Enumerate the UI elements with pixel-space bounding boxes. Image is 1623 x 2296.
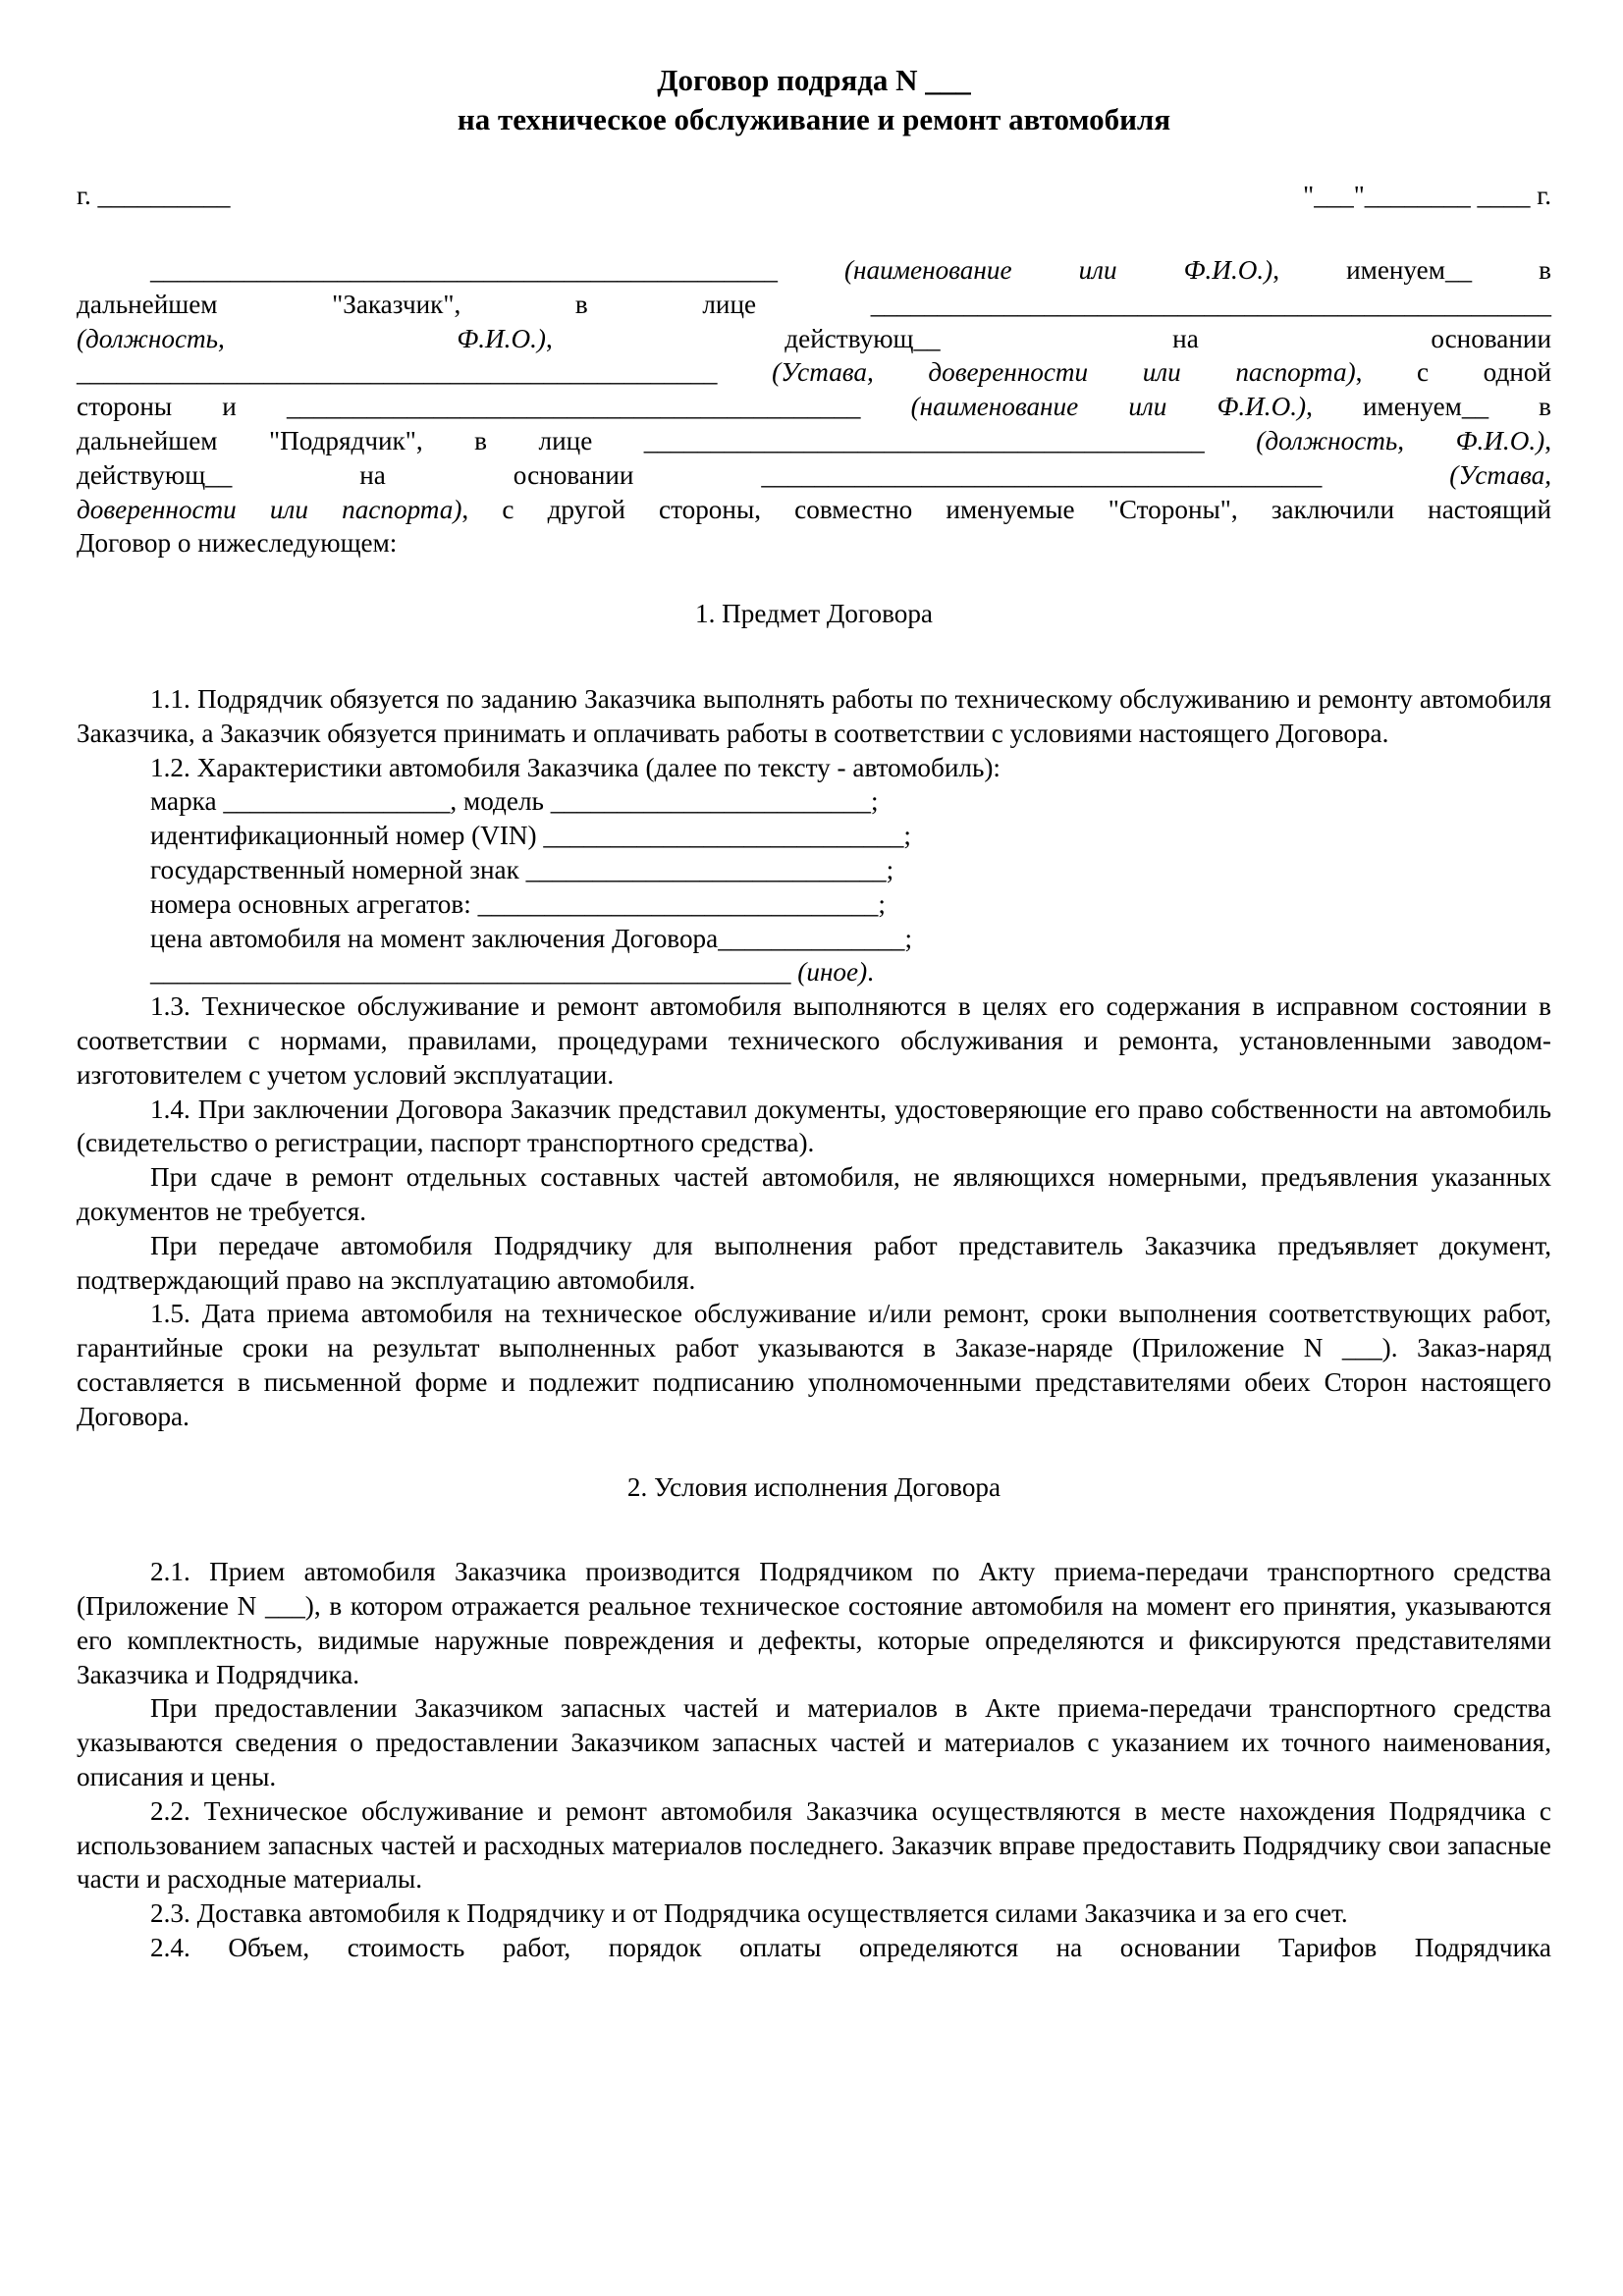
- preamble-line: [77, 355, 1551, 390]
- preamble-line: [77, 493, 1551, 527]
- clause-1-5: 1.5. Дата приема автомобиля на техническое обслуживание и/или ремонт, сроки выполнения соответствующих работ, гарантийные сроки на результат выполненных работ указываются в Заказе-наряде (Приложение N ___). Заказ-наряд составляется в письменной форме и подлежит подписанию уполномоченными представителями обеих Сторон настоящего Договора.: [77, 1299, 1551, 1431]
- spacer: [77, 631, 1551, 682]
- preamble-text: , с другой стороны, совместно именуемые "Стороны", заключили настоящий: [461, 494, 1552, 524]
- clause-2-3: 2.3. Доставка автомобиля к Подрядчику и от Подрядчика осуществляется силами Заказчика и за его счет.: [150, 1898, 1348, 1929]
- city-field: г. __________: [77, 181, 231, 210]
- italic-hint: (Устава, доверенности или паспорта): [772, 357, 1356, 388]
- preamble-text: ,: [1544, 425, 1551, 455]
- spacer: [77, 1504, 1551, 1555]
- vehicle-field: идентификационный номер (VIN) ___________________________;: [150, 821, 911, 851]
- clause-2-1: 2.1. Прием автомобиля Заказчика производится Подрядчиком по Акту приема-передачи транспортного средства (Приложение N ___), в котором отражается реальное техническое состояние автомобиля на момент его принятия, указываются его комплектность, видимые наружные повреждения и дефекты, которые определяются и фиксируются представителями Заказчика и Подрядчика.: [77, 1557, 1551, 1689]
- preamble-line: дальнейшем "Заказчик", в лице ___________________________________________________: [77, 289, 1551, 319]
- italic-hint: (должность, Ф.И.О.): [1256, 425, 1545, 455]
- clause-1-4: 1.4. При заключении Договора Заказчик представил документы, удостоверяющие его право собственности на автомобиль (свидетельство о регистрации, паспорт транспортного средства).: [77, 1094, 1551, 1158]
- preamble-line: [77, 253, 1551, 288]
- punctuation: .: [867, 957, 874, 988]
- vehicle-field: номера основных агрегатов: ______________________________;: [150, 888, 886, 919]
- clause-1-3: 1.3. Техническое обслуживание и ремонт автомобиля выполняются в целях его содержания в исправном состоянии в соответствии с нормами, правилами, процедурами технического обслуживания и ремонта, установленными заводом-изготовителем с учетом условий эксплуатации.: [77, 991, 1551, 1090]
- preamble-text: , действующ__ на основании: [545, 323, 1552, 353]
- preamble-text: , именуем__ в: [1272, 255, 1552, 285]
- preamble: [77, 253, 1551, 561]
- preamble-line: [77, 390, 1551, 424]
- preamble-line: [77, 424, 1551, 458]
- italic-hint: доверенности или паспорта): [77, 494, 462, 524]
- section-2-heading: 2. Условия исполнения Договора: [626, 1471, 1001, 1502]
- document-title: Договор подряда N ___: [657, 63, 971, 97]
- vehicle-field: государственный номерной знак ___________________________;: [150, 854, 894, 884]
- vehicle-field-other: [77, 955, 1551, 989]
- clause-1-4-b: При сдаче в ремонт отдельных составных частей автомобиля, не являющихся номерными, предъявления указанных документов не требуется.: [77, 1162, 1551, 1226]
- vehicle-field: марка _________________, модель ________________________;: [150, 786, 879, 817]
- clause-2-4: 2.4. Объем, стоимость работ, порядок оплаты определяются на основании Тарифов Подрядчика: [150, 1933, 1551, 1963]
- preamble-text: дальнейшем "Подрядчик", в лице __________________________________________: [77, 425, 1257, 455]
- preamble-text: , именуем__ в: [1306, 392, 1551, 422]
- preamble-text: стороны и ___________________________________________: [77, 392, 911, 422]
- clause-1-1: 1.1. Подрядчик обязуется по заданию Заказчика выполнять работы по техническому обслуживанию и ремонту автомобиля Заказчика, а Заказчик обязуется принимать и оплачивать работы в соответствии с условиями настоящего Договора.: [77, 683, 1551, 748]
- contract-page: [77, 61, 1551, 1965]
- preamble-text: действующ__ на основании __________________________________________: [77, 459, 1450, 490]
- italic-hint: (должность, Ф.И.О.): [77, 323, 546, 353]
- italic-hint: (иное): [797, 957, 868, 988]
- preamble-line: [77, 322, 1551, 356]
- preamble-line: [77, 458, 1551, 493]
- document-subtitle: на техническое обслуживание и ремонт автомобиля: [457, 102, 1171, 136]
- clause-1-4-c: При передаче автомобиля Подрядчику для выполнения работ представитель Заказчика предъявляет документ, подтверждающий право на эксплуатацию автомобиля.: [77, 1230, 1551, 1295]
- blank-field: _______________________________________________: [150, 255, 844, 285]
- city-date-row: [77, 179, 1551, 214]
- blank-field: ________________________________________________: [77, 357, 773, 388]
- italic-hint: (наименование или Ф.И.О.): [843, 255, 1273, 285]
- preamble-line: Договор о нижеследующем:: [77, 528, 398, 559]
- italic-hint: (наименование или Ф.И.О.): [910, 392, 1307, 422]
- date-field: "___"________ ____ г.: [1303, 181, 1551, 210]
- preamble-text: , с одной: [1355, 357, 1552, 388]
- vehicle-field: цена автомобиля на момент заключения Договора______________;: [150, 923, 913, 953]
- blank-field: ________________________________________________: [150, 957, 798, 988]
- italic-hint: (Устава,: [1449, 459, 1551, 490]
- clause-2-1-b: При предоставлении Заказчиком запасных частей и материалов в Акте приема-передачи транспортного средства указываются сведения о предоставлении Заказчиком запасных частей и материалов с указанием их точного наименования, описания и цены.: [77, 1693, 1551, 1792]
- section-1-heading: 1. Предмет Договора: [694, 599, 934, 629]
- spacer: [77, 214, 1551, 253]
- clause-1-2: 1.2. Характеристики автомобиля Заказчика (далее по тексту - автомобиль):: [150, 752, 1001, 782]
- clause-2-2: 2.2. Техническое обслуживание и ремонт автомобиля Заказчика осуществляются в месте нахождения Подрядчика с использованием запасных частей и расходных материалов последнего. Заказчик вправе предоставить Подрядчику свои запасные части и расходные материалы.: [77, 1795, 1551, 1895]
